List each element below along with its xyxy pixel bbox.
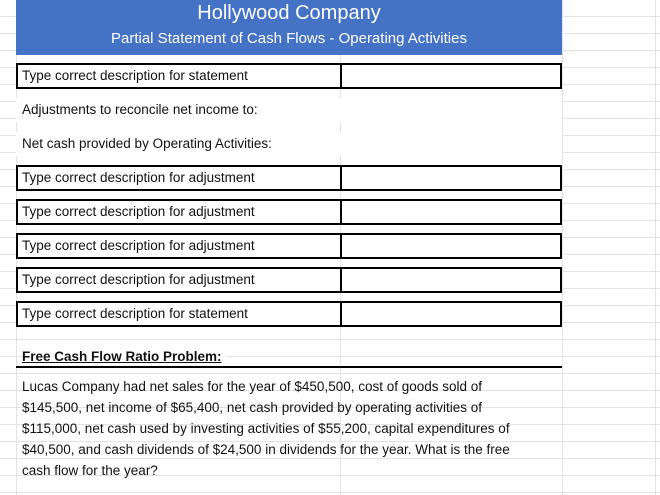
amount-cell[interactable]	[340, 199, 562, 225]
amount-cell[interactable]	[340, 165, 562, 191]
description-cell[interactable]: Type correct description for adjustment	[16, 199, 344, 225]
amount-cell[interactable]	[340, 301, 562, 327]
section-label[interactable]: Net cash provided by Operating Activities:	[16, 132, 342, 156]
amount-cell[interactable]	[340, 233, 562, 259]
statement-row	[16, 301, 562, 327]
gridline	[562, 0, 563, 495]
description-cell[interactable]: Type correct description for adjustment	[16, 267, 344, 293]
problem-line: $115,000, net cash used by investing activities of $55,200, capital expenditures of	[22, 421, 510, 436]
problem-line: cash flow for the year?	[22, 463, 158, 478]
description-cell[interactable]: Type correct description for statement	[16, 301, 344, 327]
statement-row	[16, 98, 562, 122]
company-title: Hollywood Company	[197, 2, 381, 24]
statement-header	[16, 0, 562, 55]
statement-row	[16, 63, 562, 89]
problem-title[interactable]: Free Cash Flow Ratio Problem:	[22, 348, 226, 366]
problem-line: $40,500, and cash dividends of $24,500 in dividends for the year. What is the free	[22, 442, 510, 457]
problem-text[interactable]	[22, 376, 560, 481]
statement-row	[16, 199, 562, 225]
description-cell[interactable]: Type correct description for adjustment	[16, 165, 344, 191]
problem-line: $145,500, net income of $65,400, net cash provided by operating activities of	[22, 400, 483, 415]
statement-row	[16, 165, 562, 191]
gridline	[655, 0, 656, 495]
amount-cell[interactable]	[340, 267, 562, 293]
statement-row	[16, 132, 562, 156]
statement-row	[16, 267, 562, 293]
description-cell[interactable]: Type correct description for adjustment	[16, 233, 344, 259]
statement-subtitle: Partial Statement of Cash Flows - Operating Activities	[111, 30, 467, 47]
amount-cell[interactable]	[340, 63, 562, 89]
problem-line: Lucas Company had net sales for the year of $450,500, cost of goods sold of	[22, 379, 483, 394]
section-label[interactable]: Adjustments to reconcile net income to:	[16, 98, 342, 122]
divider	[16, 366, 562, 368]
statement-row	[16, 233, 562, 259]
description-cell[interactable]: Type correct description for statement	[16, 63, 344, 89]
